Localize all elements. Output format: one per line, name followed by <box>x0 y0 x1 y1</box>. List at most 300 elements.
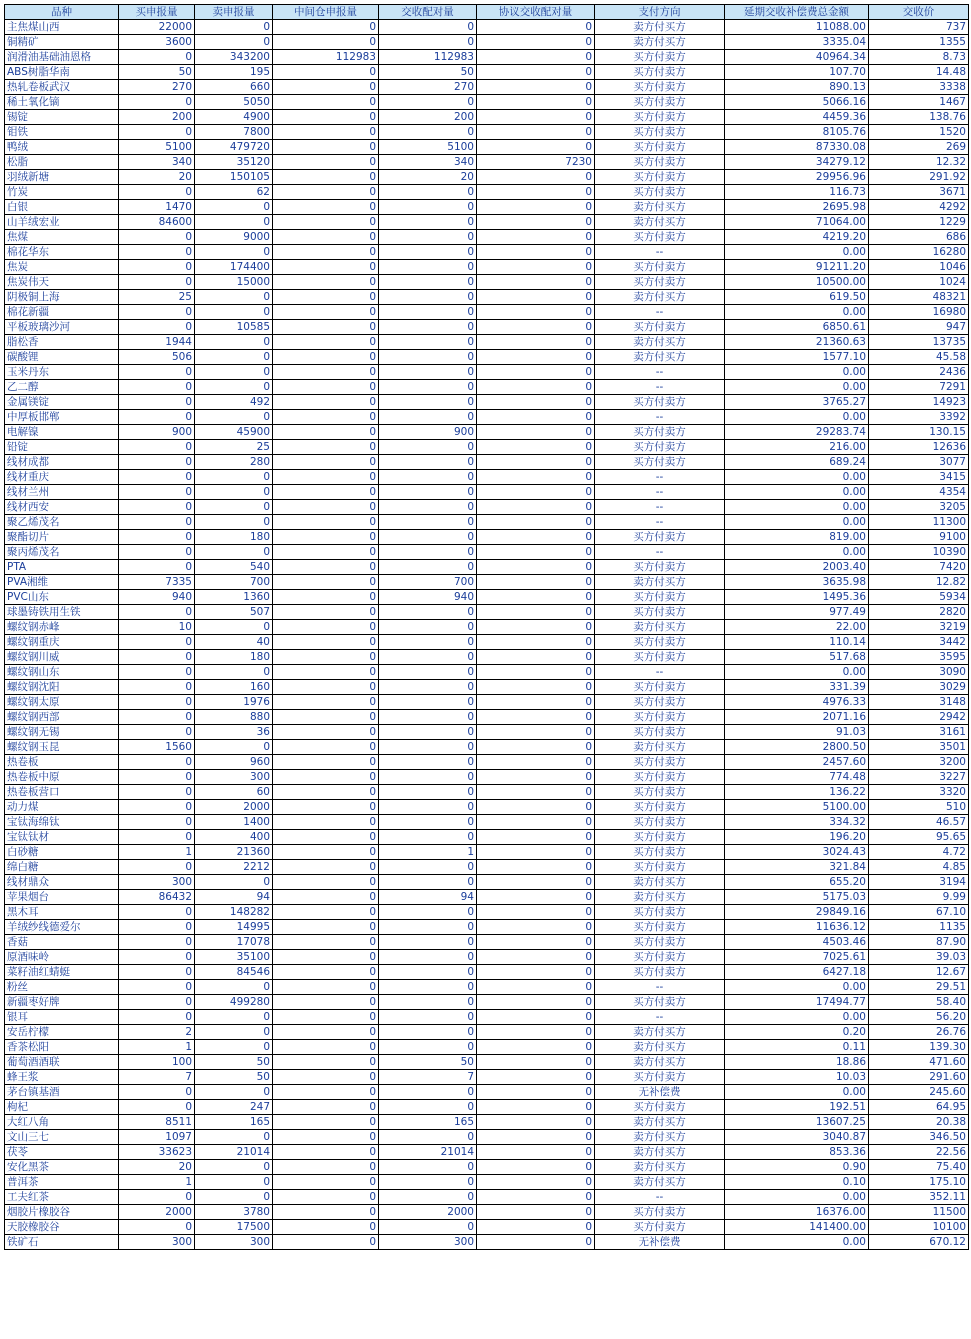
agreement-matched-qty-cell: 0 <box>477 80 595 95</box>
matched-qty-cell: 0 <box>379 875 477 890</box>
buy-qty-cell: 0 <box>119 50 195 65</box>
sell-qty-cell: 507 <box>195 605 273 620</box>
middle-warehouse-qty-cell: 0 <box>273 1085 379 1100</box>
payment-direction-cell: 买方付卖方 <box>595 935 725 950</box>
compensation-amount-cell: 0.20 <box>725 1025 869 1040</box>
table-row <box>5 665 969 680</box>
settlement-price-cell: 48321 <box>869 290 969 305</box>
compensation-amount-cell: 3635.98 <box>725 575 869 590</box>
settlement-price-cell: 3320 <box>869 785 969 800</box>
agreement-matched-qty-cell: 0 <box>477 320 595 335</box>
middle-warehouse-qty-cell: 0 <box>273 1130 379 1145</box>
agreement-matched-qty-cell: 0 <box>477 950 595 965</box>
agreement-matched-qty-cell: 0 <box>477 95 595 110</box>
matched-qty-cell: 0 <box>379 725 477 740</box>
sell-qty-cell: 479720 <box>195 140 273 155</box>
variety-cell: 螺纹钢太原 <box>5 695 119 710</box>
middle-warehouse-qty-cell: 0 <box>273 740 379 755</box>
middle-warehouse-qty-cell: 0 <box>273 365 379 380</box>
payment-direction-cell: 买方付卖方 <box>595 65 725 80</box>
settlement-price-cell: 10100 <box>869 1220 969 1235</box>
buy-qty-cell: 0 <box>119 830 195 845</box>
payment-direction-cell: 卖方付买方 <box>595 1175 725 1190</box>
payment-direction-cell: 买方付卖方 <box>595 455 725 470</box>
matched-qty-cell: 0 <box>379 275 477 290</box>
compensation-amount-cell: 0.00 <box>725 470 869 485</box>
agreement-matched-qty-cell: 0 <box>477 230 595 245</box>
compensation-amount-cell: 774.48 <box>725 770 869 785</box>
col-header-buy-qty: 买申报量 <box>119 5 195 20</box>
compensation-amount-cell: 0.00 <box>725 500 869 515</box>
payment-direction-cell: 买方付卖方 <box>595 260 725 275</box>
compensation-amount-cell: 0.00 <box>725 485 869 500</box>
sell-qty-cell: 21360 <box>195 845 273 860</box>
settlement-price-cell: 3029 <box>869 680 969 695</box>
variety-cell: PVC山东 <box>5 590 119 605</box>
matched-qty-cell: 0 <box>379 605 477 620</box>
sell-qty-cell: 0 <box>195 875 273 890</box>
matched-qty-cell: 0 <box>379 665 477 680</box>
settlement-price-cell: 3200 <box>869 755 969 770</box>
sell-qty-cell: 4900 <box>195 110 273 125</box>
settlement-price-cell: 346.50 <box>869 1130 969 1145</box>
table-row <box>5 695 969 710</box>
table-row <box>5 425 969 440</box>
sell-qty-cell: 50 <box>195 1070 273 1085</box>
middle-warehouse-qty-cell: 0 <box>273 770 379 785</box>
agreement-matched-qty-cell: 0 <box>477 965 595 980</box>
middle-warehouse-qty-cell: 0 <box>273 785 379 800</box>
variety-cell: 苹果烟台 <box>5 890 119 905</box>
agreement-matched-qty-cell: 0 <box>477 605 595 620</box>
sell-qty-cell: 0 <box>195 500 273 515</box>
agreement-matched-qty-cell: 0 <box>477 545 595 560</box>
agreement-matched-qty-cell: 0 <box>477 1190 595 1205</box>
variety-cell: 粉丝 <box>5 980 119 995</box>
table-row <box>5 380 969 395</box>
payment-direction-cell: -- <box>595 515 725 530</box>
variety-cell: 螺纹钢重庆 <box>5 635 119 650</box>
variety-cell: 松脂 <box>5 155 119 170</box>
variety-cell: 大红八角 <box>5 1115 119 1130</box>
middle-warehouse-qty-cell: 0 <box>273 245 379 260</box>
settlement-price-cell: 3077 <box>869 455 969 470</box>
sell-qty-cell: 0 <box>195 1130 273 1145</box>
matched-qty-cell: 0 <box>379 695 477 710</box>
matched-qty-cell: 0 <box>379 530 477 545</box>
settlement-price-cell: 4354 <box>869 485 969 500</box>
table-row <box>5 1160 969 1175</box>
payment-direction-cell: -- <box>595 1010 725 1025</box>
payment-direction-cell: 买方付卖方 <box>595 155 725 170</box>
table-row <box>5 365 969 380</box>
matched-qty-cell: 0 <box>379 1175 477 1190</box>
variety-cell: 铅锭 <box>5 440 119 455</box>
col-header-agreement-matched-qty: 协议交收配对量 <box>477 5 595 20</box>
payment-direction-cell: 买方付卖方 <box>595 230 725 245</box>
matched-qty-cell: 0 <box>379 395 477 410</box>
middle-warehouse-qty-cell: 0 <box>273 380 379 395</box>
middle-warehouse-qty-cell: 0 <box>273 1205 379 1220</box>
agreement-matched-qty-cell: 0 <box>477 575 595 590</box>
payment-direction-cell: 卖方付买方 <box>595 215 725 230</box>
matched-qty-cell: 0 <box>379 860 477 875</box>
matched-qty-cell: 0 <box>379 680 477 695</box>
matched-qty-cell: 50 <box>379 65 477 80</box>
table-row <box>5 1220 969 1235</box>
table-row <box>5 95 969 110</box>
table-row <box>5 50 969 65</box>
matched-qty-cell: 0 <box>379 620 477 635</box>
payment-direction-cell: 买方付卖方 <box>595 830 725 845</box>
buy-qty-cell: 86432 <box>119 890 195 905</box>
matched-qty-cell: 0 <box>379 185 477 200</box>
matched-qty-cell: 0 <box>379 290 477 305</box>
table-row <box>5 305 969 320</box>
agreement-matched-qty-cell: 0 <box>477 530 595 545</box>
settlement-price-cell: 16280 <box>869 245 969 260</box>
compensation-amount-cell: 619.50 <box>725 290 869 305</box>
table-row <box>5 620 969 635</box>
sell-qty-cell: 25 <box>195 440 273 455</box>
matched-qty-cell: 0 <box>379 650 477 665</box>
payment-direction-cell: 卖方付买方 <box>595 1115 725 1130</box>
settlement-price-cell: 9100 <box>869 530 969 545</box>
variety-cell: 电解镍 <box>5 425 119 440</box>
agreement-matched-qty-cell: 0 <box>477 335 595 350</box>
payment-direction-cell: 买方付卖方 <box>595 680 725 695</box>
buy-qty-cell: 5100 <box>119 140 195 155</box>
variety-cell: 热轧卷板武汉 <box>5 80 119 95</box>
variety-cell: 茯苓 <box>5 1145 119 1160</box>
table-row <box>5 245 969 260</box>
table-body <box>5 20 969 1250</box>
settlement-price-cell: 291.60 <box>869 1070 969 1085</box>
sell-qty-cell: 660 <box>195 80 273 95</box>
matched-qty-cell: 0 <box>379 785 477 800</box>
agreement-matched-qty-cell: 0 <box>477 1115 595 1130</box>
matched-qty-cell: 0 <box>379 500 477 515</box>
payment-direction-cell: -- <box>595 1190 725 1205</box>
sell-qty-cell: 280 <box>195 455 273 470</box>
settlement-price-cell: 14923 <box>869 395 969 410</box>
buy-qty-cell: 33623 <box>119 1145 195 1160</box>
matched-qty-cell: 340 <box>379 155 477 170</box>
matched-qty-cell: 0 <box>379 260 477 275</box>
compensation-amount-cell: 91.03 <box>725 725 869 740</box>
settlement-price-cell: 510 <box>869 800 969 815</box>
settlement-price-cell: 14.48 <box>869 65 969 80</box>
sell-qty-cell: 14995 <box>195 920 273 935</box>
buy-qty-cell: 0 <box>119 410 195 425</box>
payment-direction-cell: 买方付卖方 <box>595 425 725 440</box>
buy-qty-cell: 0 <box>119 1190 195 1205</box>
table-row <box>5 1175 969 1190</box>
middle-warehouse-qty-cell: 0 <box>273 440 379 455</box>
buy-qty-cell: 0 <box>119 500 195 515</box>
table-row <box>5 35 969 50</box>
variety-cell: 锡锭 <box>5 110 119 125</box>
table-row <box>5 410 969 425</box>
agreement-matched-qty-cell: 0 <box>477 665 595 680</box>
agreement-matched-qty-cell: 0 <box>477 35 595 50</box>
middle-warehouse-qty-cell: 0 <box>273 470 379 485</box>
buy-qty-cell: 0 <box>119 665 195 680</box>
middle-warehouse-qty-cell: 0 <box>273 110 379 125</box>
settlement-price-cell: 95.65 <box>869 830 969 845</box>
variety-cell: 碳酸锂 <box>5 350 119 365</box>
variety-cell: 菜籽油红蜻蜓 <box>5 965 119 980</box>
settlement-price-cell: 245.60 <box>869 1085 969 1100</box>
compensation-amount-cell: 4976.33 <box>725 695 869 710</box>
agreement-matched-qty-cell: 0 <box>477 635 595 650</box>
payment-direction-cell: 卖方付买方 <box>595 20 725 35</box>
buy-qty-cell: 25 <box>119 290 195 305</box>
buy-qty-cell: 0 <box>119 605 195 620</box>
matched-qty-cell: 0 <box>379 125 477 140</box>
sell-qty-cell: 45900 <box>195 425 273 440</box>
settlement-price-cell: 1355 <box>869 35 969 50</box>
payment-direction-cell: -- <box>595 470 725 485</box>
middle-warehouse-qty-cell: 0 <box>273 1160 379 1175</box>
settlement-price-cell: 269 <box>869 140 969 155</box>
sell-qty-cell: 0 <box>195 1190 273 1205</box>
compensation-amount-cell: 0.90 <box>725 1160 869 1175</box>
compensation-amount-cell: 890.13 <box>725 80 869 95</box>
sell-qty-cell: 50 <box>195 1055 273 1070</box>
variety-cell: 铜精矿 <box>5 35 119 50</box>
sell-qty-cell: 0 <box>195 410 273 425</box>
middle-warehouse-qty-cell: 0 <box>273 980 379 995</box>
sell-qty-cell: 21014 <box>195 1145 273 1160</box>
col-header-middle-warehouse-qty: 中间仓申报量 <box>273 5 379 20</box>
variety-cell: 螺纹钢西部 <box>5 710 119 725</box>
settlement-table <box>4 4 969 1250</box>
col-header-compensation-amount: 延期交收补偿费总金额 <box>725 5 869 20</box>
settlement-price-cell: 1229 <box>869 215 969 230</box>
sell-qty-cell: 180 <box>195 530 273 545</box>
variety-cell: 阴极铜上海 <box>5 290 119 305</box>
sell-qty-cell: 150105 <box>195 170 273 185</box>
agreement-matched-qty-cell: 0 <box>477 980 595 995</box>
payment-direction-cell: -- <box>595 500 725 515</box>
settlement-price-cell: 3090 <box>869 665 969 680</box>
payment-direction-cell: 买方付卖方 <box>595 965 725 980</box>
payment-direction-cell: 买方付卖方 <box>595 800 725 815</box>
settlement-price-cell: 12.32 <box>869 155 969 170</box>
settlement-price-cell: 16980 <box>869 305 969 320</box>
payment-direction-cell: 买方付卖方 <box>595 785 725 800</box>
matched-qty-cell: 0 <box>379 545 477 560</box>
agreement-matched-qty-cell: 0 <box>477 1010 595 1025</box>
compensation-amount-cell: 22.00 <box>725 620 869 635</box>
sell-qty-cell: 1360 <box>195 590 273 605</box>
agreement-matched-qty-cell: 0 <box>477 1070 595 1085</box>
variety-cell: 螺纹钢川威 <box>5 650 119 665</box>
middle-warehouse-qty-cell: 0 <box>273 275 379 290</box>
buy-qty-cell: 1944 <box>119 335 195 350</box>
variety-cell: 茅台镇基酒 <box>5 1085 119 1100</box>
settlement-price-cell: 22.56 <box>869 1145 969 1160</box>
payment-direction-cell: -- <box>595 365 725 380</box>
buy-qty-cell: 20 <box>119 1160 195 1175</box>
variety-cell: 绵白糖 <box>5 860 119 875</box>
middle-warehouse-qty-cell: 0 <box>273 1010 379 1025</box>
agreement-matched-qty-cell: 0 <box>477 275 595 290</box>
middle-warehouse-qty-cell: 0 <box>273 1055 379 1070</box>
middle-warehouse-qty-cell: 0 <box>273 1100 379 1115</box>
payment-direction-cell: 卖方付买方 <box>595 1025 725 1040</box>
col-header-variety: 品种 <box>5 5 119 20</box>
settlement-price-cell: 11300 <box>869 515 969 530</box>
sell-qty-cell: 300 <box>195 1235 273 1250</box>
middle-warehouse-qty-cell: 0 <box>273 1175 379 1190</box>
compensation-amount-cell: 7025.61 <box>725 950 869 965</box>
compensation-amount-cell: 819.00 <box>725 530 869 545</box>
settlement-price-cell: 3442 <box>869 635 969 650</box>
table-row <box>5 785 969 800</box>
buy-qty-cell: 0 <box>119 95 195 110</box>
sell-qty-cell: 40 <box>195 635 273 650</box>
settlement-price-cell: 139.30 <box>869 1040 969 1055</box>
buy-qty-cell: 270 <box>119 80 195 95</box>
sell-qty-cell: 0 <box>195 380 273 395</box>
payment-direction-cell: -- <box>595 485 725 500</box>
settlement-price-cell: 3415 <box>869 470 969 485</box>
table-row <box>5 110 969 125</box>
buy-qty-cell: 0 <box>119 1220 195 1235</box>
matched-qty-cell: 700 <box>379 575 477 590</box>
table-row <box>5 1130 969 1145</box>
col-header-matched-qty: 交收配对量 <box>379 5 477 20</box>
col-header-settlement-price: 交收价 <box>869 5 969 20</box>
variety-cell: 新疆枣好牌 <box>5 995 119 1010</box>
table-row <box>5 140 969 155</box>
matched-qty-cell: 0 <box>379 800 477 815</box>
settlement-price-cell: 352.11 <box>869 1190 969 1205</box>
payment-direction-cell: 买方付卖方 <box>595 125 725 140</box>
compensation-amount-cell: 4503.46 <box>725 935 869 950</box>
settlement-price-cell: 1024 <box>869 275 969 290</box>
variety-cell: ABS树脂华南 <box>5 65 119 80</box>
table-row <box>5 980 969 995</box>
matched-qty-cell: 900 <box>379 425 477 440</box>
matched-qty-cell: 940 <box>379 590 477 605</box>
variety-cell: 棉花华东 <box>5 245 119 260</box>
sell-qty-cell: 0 <box>195 1040 273 1055</box>
compensation-amount-cell: 34279.12 <box>725 155 869 170</box>
compensation-amount-cell: 11636.12 <box>725 920 869 935</box>
compensation-amount-cell: 3040.87 <box>725 1130 869 1145</box>
agreement-matched-qty-cell: 0 <box>477 650 595 665</box>
agreement-matched-qty-cell: 0 <box>477 245 595 260</box>
payment-direction-cell: -- <box>595 665 725 680</box>
settlement-price-cell: 87.90 <box>869 935 969 950</box>
variety-cell: 焦炭伟天 <box>5 275 119 290</box>
matched-qty-cell: 2000 <box>379 1205 477 1220</box>
sell-qty-cell: 15000 <box>195 275 273 290</box>
settlement-price-cell: 1520 <box>869 125 969 140</box>
agreement-matched-qty-cell: 0 <box>477 500 595 515</box>
payment-direction-cell: 买方付卖方 <box>595 770 725 785</box>
table-row <box>5 170 969 185</box>
matched-qty-cell: 0 <box>379 245 477 260</box>
variety-cell: 铁矿石 <box>5 1235 119 1250</box>
middle-warehouse-qty-cell: 0 <box>273 830 379 845</box>
compensation-amount-cell: 321.84 <box>725 860 869 875</box>
sell-qty-cell: 0 <box>195 485 273 500</box>
compensation-amount-cell: 0.00 <box>725 245 869 260</box>
matched-qty-cell: 50 <box>379 1055 477 1070</box>
middle-warehouse-qty-cell: 0 <box>273 395 379 410</box>
middle-warehouse-qty-cell: 0 <box>273 410 379 425</box>
agreement-matched-qty-cell: 0 <box>477 800 595 815</box>
variety-cell: 聚乙烯茂名 <box>5 515 119 530</box>
compensation-amount-cell: 2003.40 <box>725 560 869 575</box>
table-row <box>5 1100 969 1115</box>
agreement-matched-qty-cell: 0 <box>477 485 595 500</box>
compensation-amount-cell: 0.00 <box>725 410 869 425</box>
compensation-amount-cell: 2695.98 <box>725 200 869 215</box>
settlement-price-cell: 686 <box>869 230 969 245</box>
matched-qty-cell: 0 <box>379 905 477 920</box>
variety-cell: 白砂糖 <box>5 845 119 860</box>
middle-warehouse-qty-cell: 0 <box>273 845 379 860</box>
compensation-amount-cell: 0.00 <box>725 665 869 680</box>
sell-qty-cell: 0 <box>195 740 273 755</box>
settlement-price-cell: 3671 <box>869 185 969 200</box>
matched-qty-cell: 0 <box>379 230 477 245</box>
variety-cell: 主焦煤山西 <box>5 20 119 35</box>
buy-qty-cell: 340 <box>119 155 195 170</box>
sell-qty-cell: 0 <box>195 1010 273 1025</box>
buy-qty-cell: 0 <box>119 305 195 320</box>
compensation-amount-cell: 6850.61 <box>725 320 869 335</box>
variety-cell: 润滑油基础油恩格 <box>5 50 119 65</box>
agreement-matched-qty-cell: 0 <box>477 755 595 770</box>
middle-warehouse-qty-cell: 0 <box>273 515 379 530</box>
compensation-amount-cell: 10.03 <box>725 1070 869 1085</box>
agreement-matched-qty-cell: 0 <box>477 875 595 890</box>
agreement-matched-qty-cell: 0 <box>477 845 595 860</box>
middle-warehouse-qty-cell: 0 <box>273 890 379 905</box>
matched-qty-cell: 0 <box>379 1220 477 1235</box>
matched-qty-cell: 0 <box>379 350 477 365</box>
table-row <box>5 1190 969 1205</box>
matched-qty-cell: 0 <box>379 740 477 755</box>
payment-direction-cell: 买方付卖方 <box>595 170 725 185</box>
variety-cell: 线材西安 <box>5 500 119 515</box>
matched-qty-cell: 0 <box>379 1040 477 1055</box>
agreement-matched-qty-cell: 0 <box>477 770 595 785</box>
settlement-price-cell: 138.76 <box>869 110 969 125</box>
agreement-matched-qty-cell: 0 <box>477 170 595 185</box>
settlement-price-cell: 8.73 <box>869 50 969 65</box>
settlement-price-cell: 12.82 <box>869 575 969 590</box>
matched-qty-cell: 0 <box>379 755 477 770</box>
agreement-matched-qty-cell: 0 <box>477 740 595 755</box>
table-row <box>5 1070 969 1085</box>
table-row <box>5 740 969 755</box>
agreement-matched-qty-cell: 0 <box>477 725 595 740</box>
agreement-matched-qty-cell: 0 <box>477 1145 595 1160</box>
variety-cell: 宝钛钛材 <box>5 830 119 845</box>
compensation-amount-cell: 10500.00 <box>725 275 869 290</box>
matched-qty-cell: 0 <box>379 980 477 995</box>
buy-qty-cell: 0 <box>119 980 195 995</box>
buy-qty-cell: 0 <box>119 185 195 200</box>
variety-cell: 螺纹钢山东 <box>5 665 119 680</box>
